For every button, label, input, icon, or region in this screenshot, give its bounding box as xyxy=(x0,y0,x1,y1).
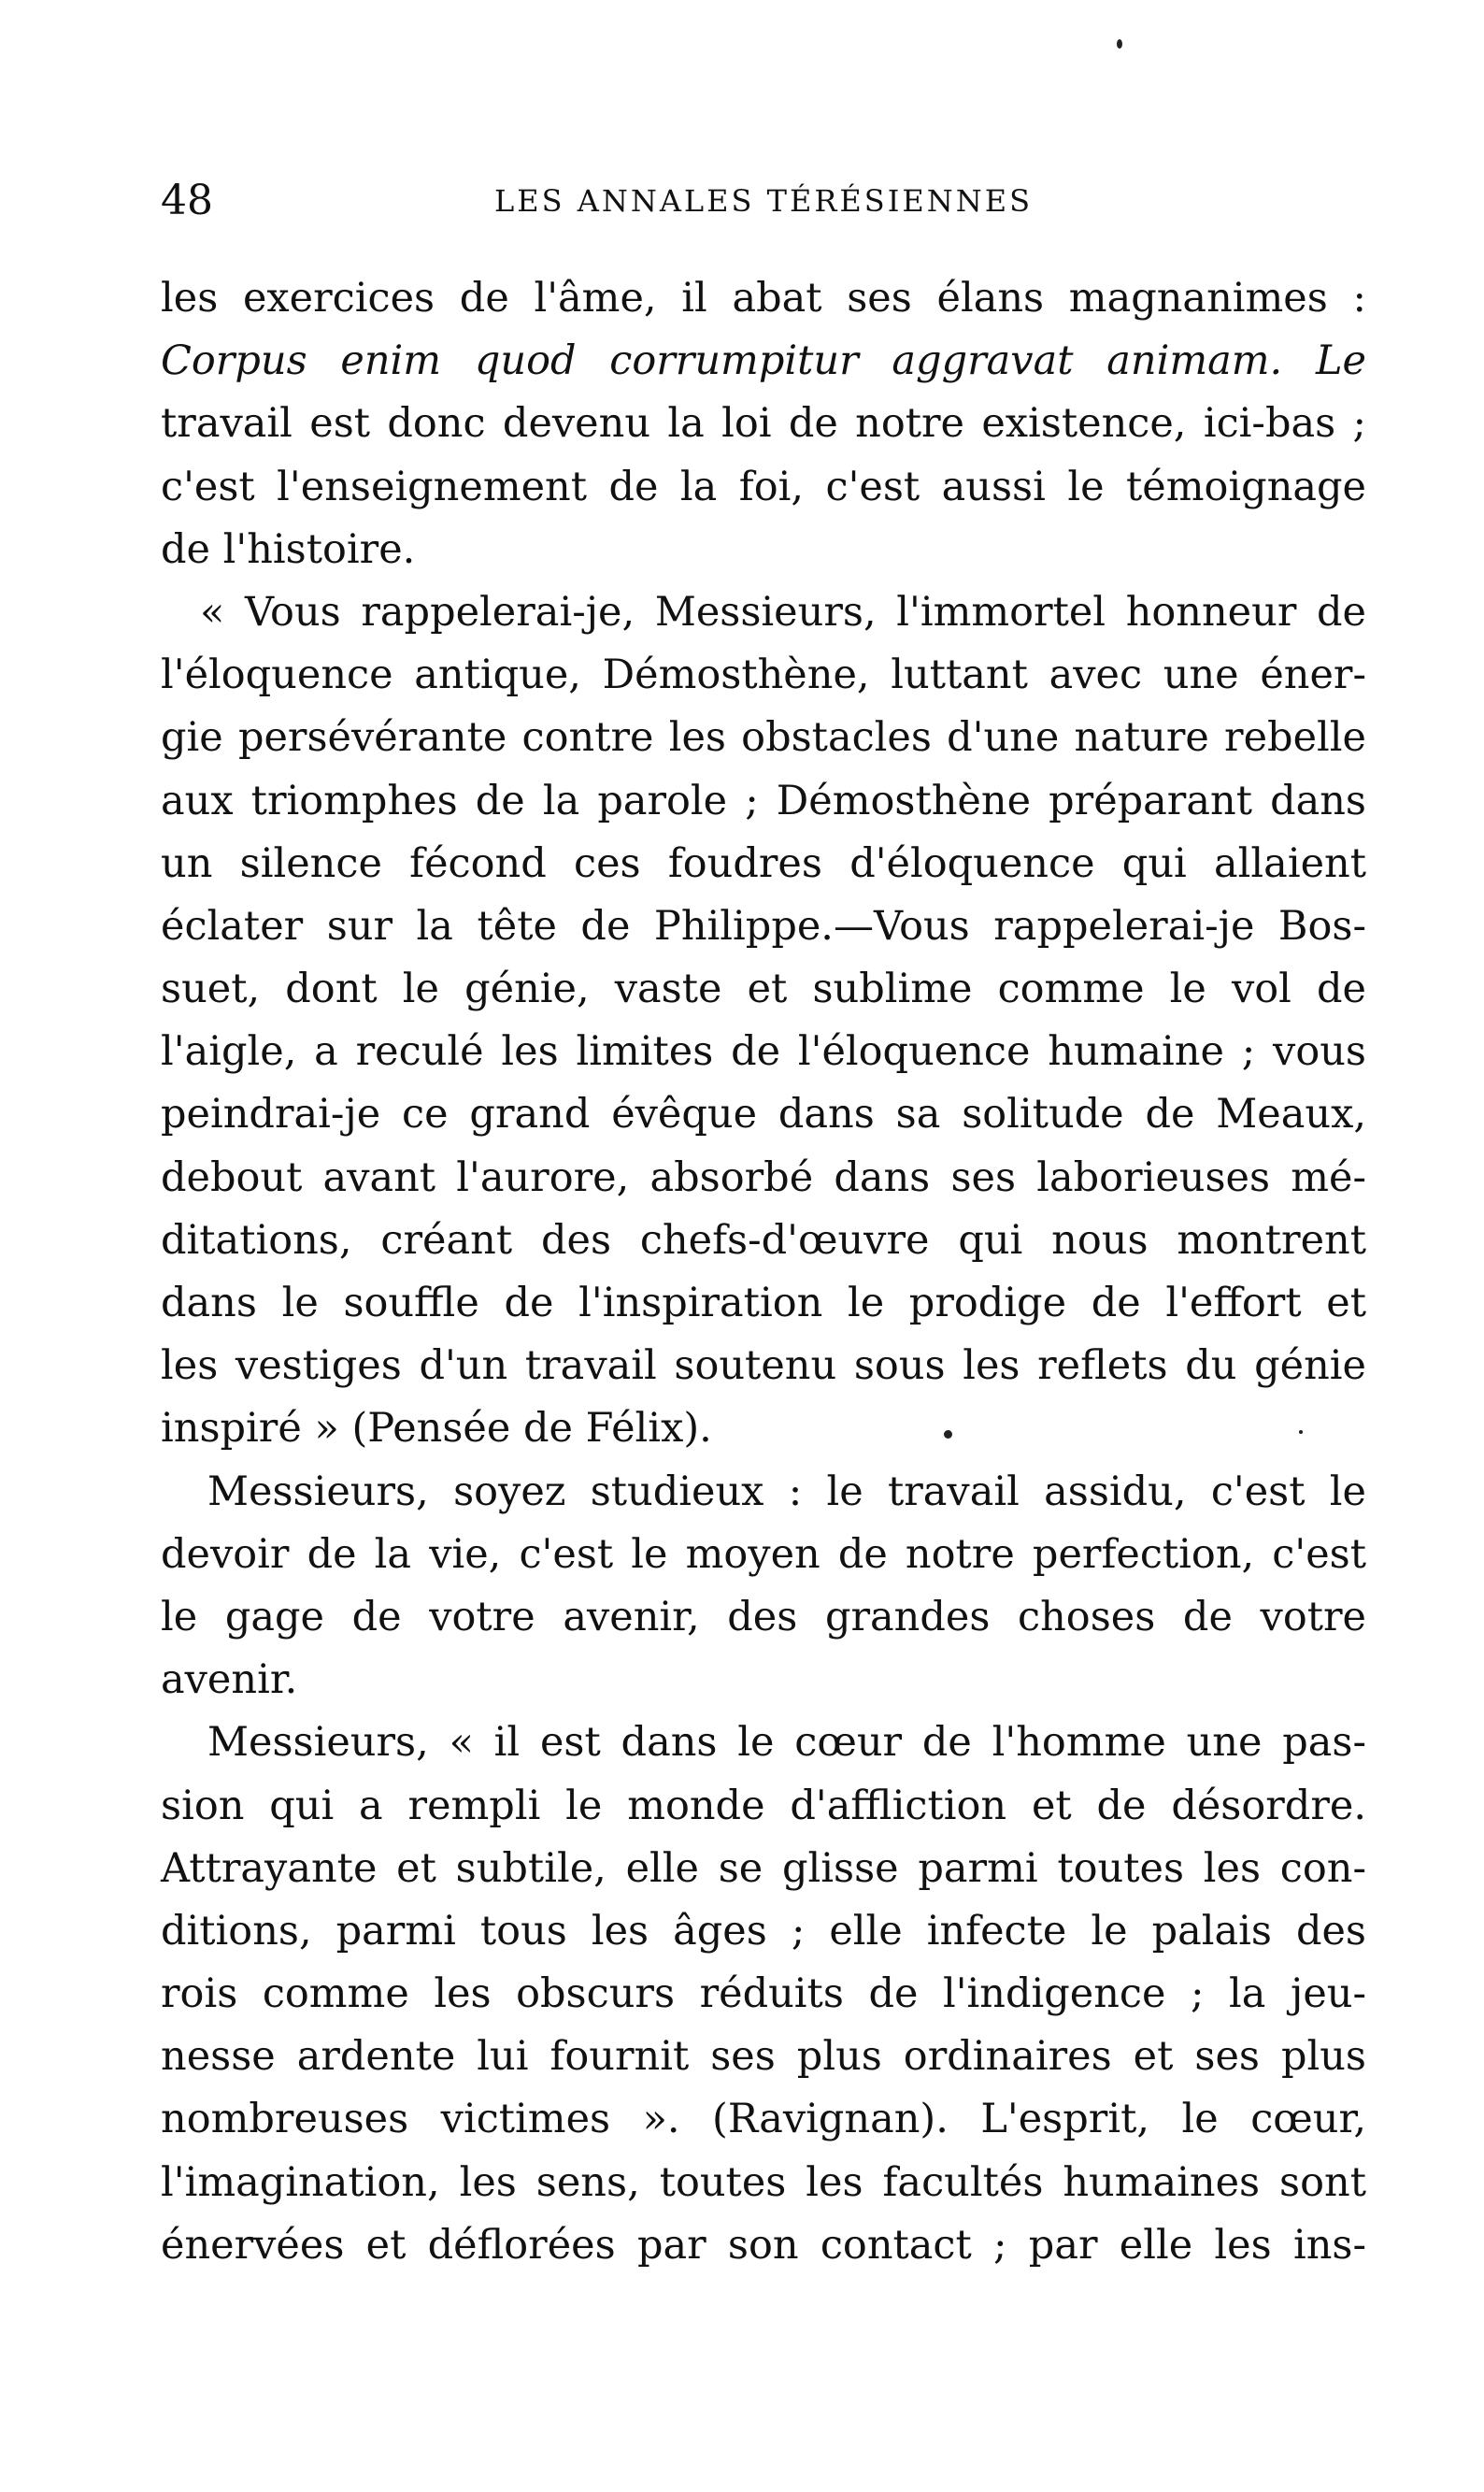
text-line: aux triomphes de la parole ; Démosthène préparant dans xyxy=(161,777,1366,824)
text-line: énervées et déflorées par son contact ; par elle les ins- xyxy=(161,2221,1366,2269)
text-line: « Vous rappelerai-je, Messieurs, l'immortel honneur de xyxy=(200,588,1366,636)
page-number: 48 xyxy=(161,177,213,224)
page-header xyxy=(161,168,1366,234)
text-line: les exercices de l'âme, il abat ses élans magnanimes : xyxy=(161,275,1366,322)
text-line: suet, dont le génie, vaste et sublime comme le vol de xyxy=(161,966,1366,1013)
text-line: nombreuses victimes ». (Ravignan). L'esprit, le cœur, xyxy=(161,2096,1366,2143)
text-line: le gage de votre avenir, des grandes choses de votre xyxy=(161,1593,1366,1640)
text-line: l'aigle, a reculé les limites de l'éloquence humaine ; vous xyxy=(161,1028,1366,1076)
text-line: de l'histoire. xyxy=(161,525,416,573)
text-line: gie persévérante contre les obstacles d'une nature rebelle xyxy=(161,714,1366,762)
running-title: LES ANNALES TÉRÉSIENNES xyxy=(494,183,1033,219)
text-line: c'est l'enseignement de la foi, c'est aussi le témoignage xyxy=(161,463,1366,510)
text-line: un silence fécond ces foudres d'éloquence qui allaient xyxy=(161,839,1366,887)
text-line: Messieurs, soyez studieux : le travail assidu, c'est le xyxy=(207,1468,1366,1515)
text-line: debout avant l'aurore, absorbé dans ses laborieuses mé- xyxy=(161,1153,1366,1201)
text-line: Attrayante et subtile, elle se glisse parmi toutes les con- xyxy=(161,1844,1366,1892)
text-line: sion qui a rempli le monde d'affliction et de désordre. xyxy=(161,1782,1366,1829)
text-line: les vestiges d'un travail soutenu sous les reflets du génie xyxy=(161,1342,1366,1390)
text-line: éclater sur la tête de Philippe.—Vous rappelerai-je Bos- xyxy=(161,902,1366,950)
text-line: peindrai-je ce grand évêque dans sa solitude de Meaux, xyxy=(161,1091,1366,1139)
text-line: ditions, parmi tous les âges ; elle infecte le palais des xyxy=(161,1907,1366,1955)
text-line: dans le souffle de l'inspiration le prodige de l'effort et xyxy=(161,1280,1366,1326)
text-line-latin-quote: Corpus enim quod corrumpitur aggravat animam. Le xyxy=(161,337,1366,385)
text-line: l'imagination, les sens, toutes les facultés humaines sont xyxy=(161,2158,1366,2206)
scan-speck xyxy=(1299,1430,1303,1434)
text-line: l'éloquence antique, Démosthène, luttant avec une éner- xyxy=(161,652,1366,699)
text-line: inspiré » (Pensée de Félix). xyxy=(161,1405,712,1453)
text-line: rois comme les obscurs réduits de l'indigence ; la jeu- xyxy=(161,1970,1366,2018)
text-line: devoir de la vie, c'est le moyen de notre perfection, c'est xyxy=(161,1530,1366,1578)
text-line: travail est donc devenu la loi de notre existence, ici-bas ; xyxy=(161,400,1366,448)
scan-speck xyxy=(1117,39,1122,49)
text-line: ditations, créant des chefs-d'œuvre qui nous montrent xyxy=(161,1216,1366,1264)
text-line: nesse ardente lui fournit ses plus ordinaires et ses plus xyxy=(161,2033,1366,2081)
body-text xyxy=(161,267,1366,2277)
text-line: avenir. xyxy=(161,1656,298,1704)
text-line: Messieurs, « il est dans le cœur de l'homme une pas- xyxy=(207,1719,1366,1767)
scan-speck xyxy=(944,1430,952,1439)
